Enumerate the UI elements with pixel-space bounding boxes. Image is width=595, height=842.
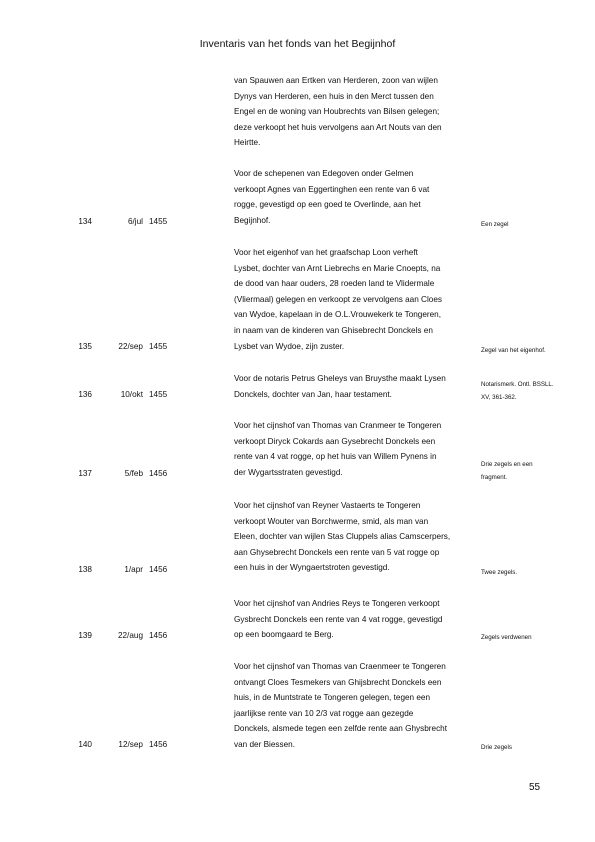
text-line: Heirtte. [234,138,261,148]
note-line: Zegel van het eigenhof. [481,347,546,354]
entry-note [481,378,571,404]
entry-note [481,458,571,484]
text-line: verkoopt Agnes van Eggertinghen een rente van 6 vat [234,184,430,194]
entry-date: 22/sep [118,342,143,351]
text-line: Engel en de woning van Houbrechts van Bilsen gelegen; [234,107,440,117]
text-line: der Wygartsstraten gevestigd. [234,467,343,477]
text-line: de dood van haar ouders, 28 roeden land te Vlidermale [234,279,435,289]
text-line: Lysbet, dochter van Arnt Liebrechs en Marie Cnoepts, na [234,263,441,273]
entry-date: 12/sep [118,740,143,749]
text-line: Voor het eigenhof van het graafschap Loon verheft [234,248,418,257]
entry-number: 137 [78,469,92,478]
entry-number: 136 [78,390,92,399]
text-line: Begijnhof. [234,215,271,225]
note-line: Zegels verdwenen [481,634,532,641]
text-line: in naam van de kinderen van Ghisebrecht Donckels en [234,325,433,335]
entry-note [481,631,571,644]
entry-number: 139 [78,631,92,640]
entry-description [234,418,484,480]
note-line: Drie zegels en een [481,461,533,468]
text-line: van Spauwen aan Ertken van Herderen, zoon van wijlen [234,76,438,85]
text-line: Donckels, alsmede tegen een zelfde rente aan Ghysbrecht [234,724,448,734]
text-line: aan Ghysebrecht Donckels een rente van 5 vat rogge op [234,547,440,557]
entry-description [234,371,484,402]
entry-note [481,566,571,579]
text-line: verkoopt Diryck Cokards aan Gysebrecht Donckels een [234,436,436,446]
text-line: ontvangt Cloes Tesmekers van Ghijsbrecht Donckels een [234,677,442,687]
note-line: Twee zegels. [481,569,518,576]
entry-year: 1456 [149,565,168,574]
entry-year: 1455 [149,390,168,399]
entry-number: 140 [78,740,92,749]
text-line: Voor de notaris Petrus Gheleys van Bruysthe maakt Lysen [234,374,446,383]
text-line: huis, in de Muntstrate te Tongeren gelegen, tegen een [234,693,431,703]
note-line: fragment. [481,474,508,481]
entry-year: 1455 [149,342,168,351]
text-line: Voor het cijnshof van Reyner Vastaerts te Tongeren [234,501,421,510]
text-line: Lysbet van Wydoe, zijn zuster. [234,341,345,351]
entry-description [234,245,484,354]
page-number: 55 [529,782,541,793]
text-line: verkoopt Wouter van Borchwerme, smid, als man van [234,516,429,526]
text-line: Voor het cijnshof van Thomas van Craenmeer te Tongeren [234,662,446,671]
entry-number: 135 [78,342,92,351]
text-line: Voor de schepenen van Edegoven onder Gelmen [234,169,414,178]
text-line: Donckels, dochter van Jan, haar testament. [234,389,392,399]
entry-note [481,218,571,231]
entry-date: 5/feb [124,469,143,478]
entry-description [234,166,484,228]
text-line: Eleen, dochter van wijlen Stas Cluppels alias Camscerpers, [234,532,451,542]
note-line: XV, 361-362. [481,394,517,401]
text-line: Voor het cijnshof van Thomas van Cranmeer te Tongeren [234,421,442,430]
entry-year: 1455 [149,217,168,226]
text-line: rente van 4 vat rogge, op het huis van Willem Pynens in [234,452,437,462]
entry-year: 1456 [149,469,168,478]
text-line: van Wydoe, kapelaan in de O.L.Vrouwekerk te Tongeren, [234,310,442,320]
text-line: (Vliermaal) gelegen en verkoopt ze vervolgens aan Cloes [234,294,442,304]
text-line: Dynys van Herderen, een huis in den Merct tussen den [234,91,434,101]
entry-description [234,498,484,576]
entry-date: 6/jul [127,217,143,226]
entry-number: 134 [78,217,92,226]
text-line: jaarlijkse rente van 10 2/3 vat rogge aan gezegde [234,708,414,718]
note-line: Een zegel [481,221,509,228]
document-header: Inventaris van het fonds van het Begijnhof [199,38,396,50]
text-line: rogge, gevestigd op een goed te Overlinde, aan het [234,200,421,210]
entry-description [234,596,484,643]
entry-year: 1456 [149,631,168,640]
entry-year: 1456 [149,740,168,749]
text-line: Voor het cijnshof van Andries Reys te Tongeren verkoopt [234,599,440,608]
continuation-text [234,73,484,151]
entry-date: 10/okt [120,390,143,399]
entry-date: 1/apr [124,565,143,574]
entry-description [234,659,484,753]
note-line: Drie zegels [481,744,512,751]
text-line: van der Biessen. [234,739,295,749]
text-line: Gysbrecht Donckels een rente van 4 vat rogge, gevestigd [234,614,443,624]
entry-number: 138 [78,565,92,574]
text-line: een huis in der Wyngaertstroten gevestigd. [234,563,390,573]
entry-note [481,344,571,357]
text-line: op een boomgaard te Berg. [234,630,334,640]
entry-note [481,741,571,754]
note-line: Notarismerk. Ontl. BSSLL. [481,381,554,388]
text-line: deze verkoopt het huis vervolgens aan Art Nouts van den [234,122,442,132]
entry-date: 22/aug [117,631,143,640]
